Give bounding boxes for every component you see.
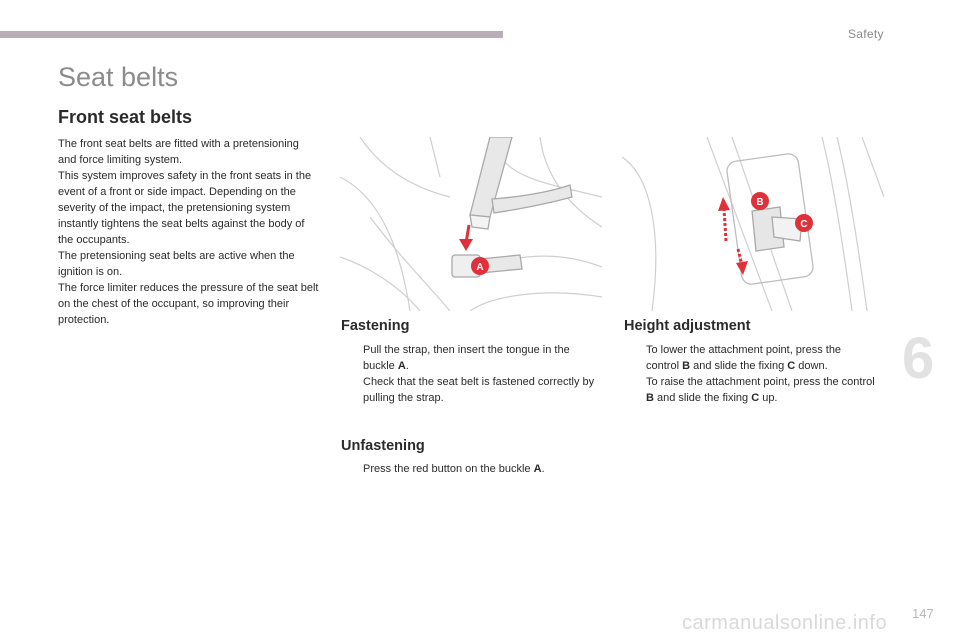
watermark: carmanualsonline.info	[682, 612, 888, 634]
step-ref: C	[787, 360, 796, 372]
height-adjustment-steps	[624, 342, 876, 406]
height-adjustment-heading: Height adjustment	[624, 318, 751, 334]
intro-paragraph: The pretensioning seat belts are active when the ignition is on.	[58, 250, 295, 278]
chapter-number: 6	[902, 326, 935, 391]
step-tail: up.	[759, 392, 778, 404]
intro-text	[58, 136, 320, 328]
callout-c-label: C	[800, 219, 808, 230]
step-text: Press the red button on the buckle	[363, 463, 534, 475]
list-item	[341, 342, 603, 374]
height-adjustment-illustration	[622, 137, 884, 311]
step-text: and slide the fixing	[653, 392, 752, 404]
height-adjustment-drawing	[622, 137, 884, 311]
intro-paragraph: The force limiter reduces the pressure of the seat belt on the chest of the occupant, so improving their protection.	[58, 282, 319, 326]
page-title: Seat belts	[58, 62, 179, 92]
buckle-illustration	[340, 137, 602, 311]
list-item	[341, 374, 603, 406]
header-accent-bar	[0, 31, 503, 38]
intro-paragraph: This system improves safety in the front seats in the event of a front or side impact. Depending on the severity of the impact, the pretensioning system instantly tightens the seat belts against the body of the occupants.	[58, 170, 312, 246]
buckle-drawing	[340, 137, 602, 311]
step-tail: .	[405, 360, 409, 372]
step-ref: B	[646, 392, 654, 404]
section-name: Safety	[848, 27, 884, 41]
step-text: Pull the strap, then insert the tongue in the buckle	[363, 344, 570, 372]
step-ref: B	[682, 360, 691, 372]
step-ref: C	[751, 392, 760, 404]
unfastening-heading: Unfastening	[341, 438, 425, 454]
step-tail: .	[541, 463, 545, 475]
step-ref: A	[533, 463, 542, 475]
step-tail: down.	[795, 360, 828, 372]
list-item	[624, 342, 876, 374]
unfastening-steps	[341, 461, 603, 477]
list-item	[624, 374, 876, 406]
callout-b-label: B	[756, 197, 764, 208]
intro-paragraph: The front seat belts are fitted with a pretensioning and force limiting system.	[58, 138, 299, 166]
step-text: Check that the seat belt is fastened correctly by pulling the strap.	[363, 376, 595, 404]
fastening-heading: Fastening	[341, 318, 410, 334]
fastening-steps	[341, 342, 603, 406]
list-item	[341, 461, 603, 477]
step-text: and slide the fixing	[690, 360, 788, 372]
page-number: 147	[912, 606, 934, 621]
step-text: To lower the attachment point, press the control	[646, 344, 842, 372]
step-text: To raise the attachment point, press the control	[646, 376, 875, 388]
section-subtitle: Front seat belts	[58, 107, 193, 127]
step-ref: A	[397, 360, 406, 372]
callout-a-label: A	[476, 262, 484, 273]
